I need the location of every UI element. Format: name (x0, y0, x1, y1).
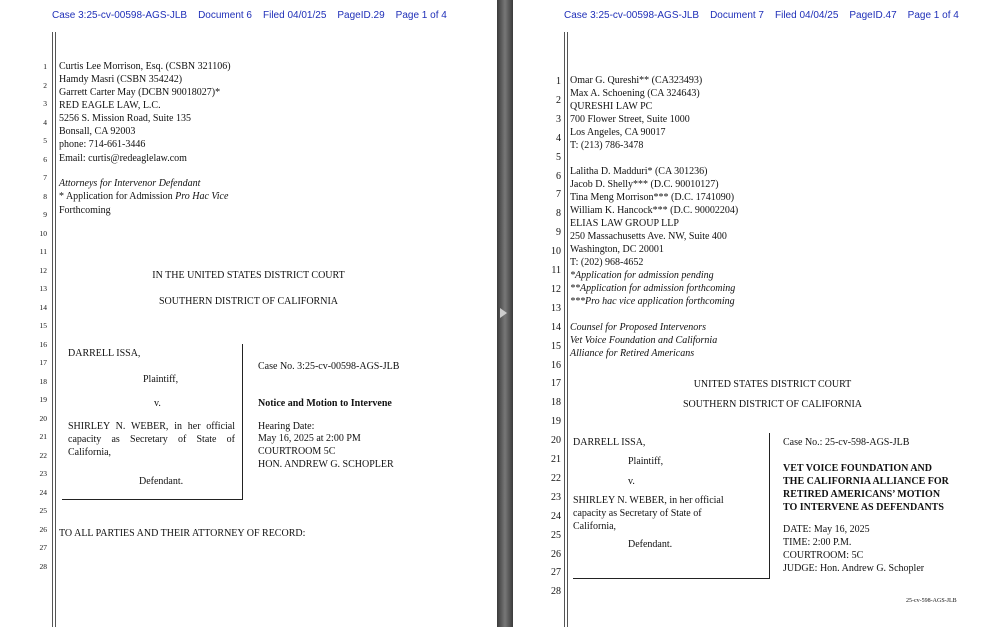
line-number: 10 (39, 228, 47, 238)
caption-bottom-rule (62, 499, 243, 500)
line-number: 12 (39, 265, 47, 275)
hearing-date: DATE: May 16, 2025 (783, 524, 870, 535)
defendant-name: California, (573, 521, 617, 532)
line-number: 24 (39, 487, 47, 497)
line-number: 13 (39, 284, 47, 293)
admission-note: **Application for admission forthcoming (570, 283, 736, 294)
line-number: 4 (556, 132, 561, 144)
hearing-date: May 16, 2025 at 2:00 PM (258, 433, 361, 444)
line-number: 14 (39, 302, 47, 312)
margin-rule (564, 32, 565, 627)
case-number: Case No.: 25-cv-598-AGS-JLB (783, 437, 910, 448)
counsel-for: Counsel for Proposed Intervenors (570, 322, 707, 333)
court-district: SOUTHERN DISTRICT OF CALIFORNIA (683, 399, 862, 410)
line-number: 16 (39, 339, 47, 349)
line-number: 25 (39, 506, 47, 515)
counsel-line: Los Angeles, CA 90017 (570, 127, 666, 138)
line-number: 22 (551, 472, 561, 484)
line-number: 12 (551, 283, 561, 295)
document-number: Document 6 (198, 10, 252, 21)
line-number: 6 (43, 154, 47, 164)
page-footer: 25-cv-598-AGS-JLB (906, 598, 957, 604)
line-number: 26 (39, 524, 47, 534)
counsel-line: Lalitha D. Madduri* (CA 301236) (570, 166, 708, 177)
right-document-page[interactable] (513, 0, 1000, 627)
filed-date: Filed 04/04/25 (775, 10, 839, 21)
pro-hac-vice: Pro Hac Vice (175, 191, 229, 202)
line-number: 8 (43, 191, 47, 201)
hearing-time: TIME: 2:00 P.M. (783, 537, 852, 548)
motion-title: Notice and Motion to Intervene (258, 398, 392, 409)
forthcoming: Forthcoming (59, 205, 111, 216)
caption-vertical-rule (242, 344, 243, 499)
line-number: 6 (556, 170, 561, 182)
caption-vertical-rule (769, 433, 770, 578)
left-document-page[interactable] (0, 0, 497, 627)
line-number: 1 (556, 76, 561, 87)
line-number: 2 (43, 80, 47, 90)
counsel-line: William K. Hancock*** (D.C. 90002204) (570, 205, 739, 216)
versus: v. (154, 398, 161, 409)
line-number: 7 (43, 173, 47, 182)
counsel-line: Tina Meng Morrison*** (D.C. 1741090) (570, 192, 735, 203)
counsel-for: Vet Voice Foundation and California (570, 335, 718, 346)
line-number: 24 (551, 510, 561, 522)
counsel-line: T: (202) 968-4652 (570, 257, 644, 268)
counsel-line: 700 Flower Street, Suite 1000 (570, 114, 690, 125)
page-count: Page 1 of 4 (395, 10, 447, 21)
counsel-line: Jacob D. Shelly*** (D.C. 90010127) (570, 179, 719, 190)
line-number: 27 (39, 543, 47, 552)
line-number: 16 (551, 359, 561, 371)
line-number: 1 (43, 62, 47, 71)
counsel-line: Bonsall, CA 92003 (59, 126, 136, 137)
application-note (59, 190, 228, 203)
line-number: 23 (551, 491, 561, 503)
hearing-judge: HON. ANDREW G. SCHOPLER (258, 459, 394, 470)
line-number: 4 (43, 117, 47, 127)
counsel-email: Email: curtis@redeaglelaw.com (59, 153, 187, 164)
plaintiff-name: DARRELL ISSA, (573, 437, 646, 448)
line-number: 27 (551, 567, 561, 579)
court-name: UNITED STATES DISTRICT COURT (693, 379, 852, 390)
line-number: 10 (551, 246, 561, 258)
admission-note: ***Pro hac vice application forthcoming (570, 296, 735, 307)
versus: v. (628, 476, 635, 487)
line-number: 21 (551, 454, 561, 465)
line-number: 11 (551, 265, 561, 276)
line-number: 18 (39, 376, 47, 386)
margin-rule-inner (55, 32, 56, 627)
court-district: SOUTHERN DISTRICT OF CALIFORNIA (159, 296, 338, 307)
ecf-header (52, 10, 458, 21)
line-number: 5 (43, 136, 47, 145)
line-number: 17 (39, 358, 47, 367)
page-id: PageID.47 (849, 10, 897, 21)
hearing-label: Hearing Date: (258, 421, 315, 432)
margin-rule (52, 32, 53, 627)
line-number: 21 (39, 432, 47, 441)
motion-title: RETIRED AMERICANS’ MOTION (783, 489, 941, 500)
counsel-line: Max A. Schoening (CA 324643) (570, 88, 700, 99)
defendant-name: capacity as Secretary of State of (573, 508, 702, 519)
caption-bottom-rule (573, 578, 770, 579)
line-number: 15 (39, 321, 47, 330)
line-number: 3 (556, 113, 561, 125)
hearing-room: COURTROOM: 5C (783, 550, 864, 561)
line-number: 9 (43, 210, 47, 219)
defendant-role: Defendant. (628, 539, 673, 550)
plaintiff-name: DARRELL ISSA, (68, 348, 141, 359)
line-number: 8 (556, 208, 561, 220)
to-all-parties: TO ALL PARTIES AND THEIR ATTORNEY OF RECORD: (59, 528, 306, 539)
page-id: PageID.29 (337, 10, 385, 21)
hearing-judge: JUDGE: Hon. Andrew G. Schopler (783, 563, 925, 574)
hearing-room: COURTROOM 5C (258, 446, 336, 457)
court-name: IN THE UNITED STATES DISTRICT COURT (152, 270, 345, 281)
document-number: Document 7 (710, 10, 764, 21)
page-count: Page 1 of 4 (907, 10, 959, 21)
line-number: 9 (556, 227, 561, 239)
line-number: 19 (39, 395, 47, 404)
defendant-role: Defendant. (139, 476, 184, 487)
counsel-line: Omar G. Qureshi** (CA323493) (570, 75, 703, 86)
admission-note: *Application for admission pending (570, 270, 714, 281)
case-number: Case No. 3:25-cv-00598-AGS-JLB (258, 361, 400, 372)
motion-title: VET VOICE FOUNDATION AND (783, 463, 932, 474)
defendant-name: SHIRLEY N. WEBER, in her official capacity as Secretary of State of California, (68, 421, 235, 458)
case-number-header: Case 3:25-cv-00598-AGS-JLB (52, 10, 188, 21)
counsel-line: phone: 714-661-3446 (59, 139, 146, 150)
counsel-line: 5256 S. Mission Road, Suite 135 (59, 113, 191, 124)
counsel-line: Hamdy Masri (CSBN 354242) (59, 74, 183, 85)
counsel-line: QURESHI LAW PC (570, 101, 653, 112)
line-number: 15 (551, 340, 561, 352)
play-arrow-icon[interactable] (500, 308, 507, 318)
counsel-line: Washington, DC 20001 (570, 244, 664, 255)
line-number: 28 (39, 561, 47, 571)
counsel-line: Garrett Carter May (DCBN 90018027)* (59, 87, 221, 98)
line-number: 14 (551, 321, 561, 333)
counsel-line: Curtis Lee Morrison, Esq. (CSBN 321106) (59, 61, 231, 72)
margin-rule-inner (567, 32, 568, 627)
counsel-line: T: (213) 786-3478 (570, 140, 644, 151)
filed-date: Filed 04/01/25 (263, 10, 327, 21)
line-number: 26 (551, 548, 561, 560)
counsel-for: Alliance for Retired Americans (570, 348, 695, 359)
line-number: 25 (551, 529, 561, 541)
plaintiff-role: Plaintiff, (628, 456, 664, 467)
line-number: 3 (43, 99, 47, 108)
line-number: 7 (556, 189, 561, 201)
defendant-name: SHIRLEY N. WEBER, in her official (573, 495, 724, 506)
plaintiff-role: Plaintiff, (143, 374, 179, 385)
line-number: 5 (556, 151, 561, 163)
counsel-line: ELIAS LAW GROUP LLP (570, 218, 679, 229)
attorneys-for: Attorneys for Intervenor Defendant (59, 178, 201, 189)
motion-title: THE CALIFORNIA ALLIANCE FOR (783, 476, 949, 487)
line-number: 23 (39, 469, 47, 478)
line-number: 20 (551, 435, 561, 447)
line-number: 22 (39, 450, 47, 460)
line-number: 2 (556, 94, 561, 106)
line-number: 19 (551, 416, 561, 428)
counsel-line: 250 Massachusetts Ave. NW, Suite 400 (570, 231, 727, 242)
line-number: 28 (551, 586, 561, 598)
application-note-text: * Application for Admission (59, 191, 176, 202)
line-number: 11 (39, 247, 47, 256)
motion-title: TO INTERVENE AS DEFENDANTS (783, 502, 944, 513)
line-number: 13 (551, 302, 561, 314)
ecf-header (564, 10, 970, 21)
counsel-line: RED EAGLE LAW, L.C. (59, 100, 161, 111)
case-number-header: Case 3:25-cv-00598-AGS-JLB (564, 10, 700, 21)
line-number: 18 (551, 397, 561, 409)
line-number: 17 (551, 378, 561, 390)
line-number: 20 (39, 413, 47, 423)
